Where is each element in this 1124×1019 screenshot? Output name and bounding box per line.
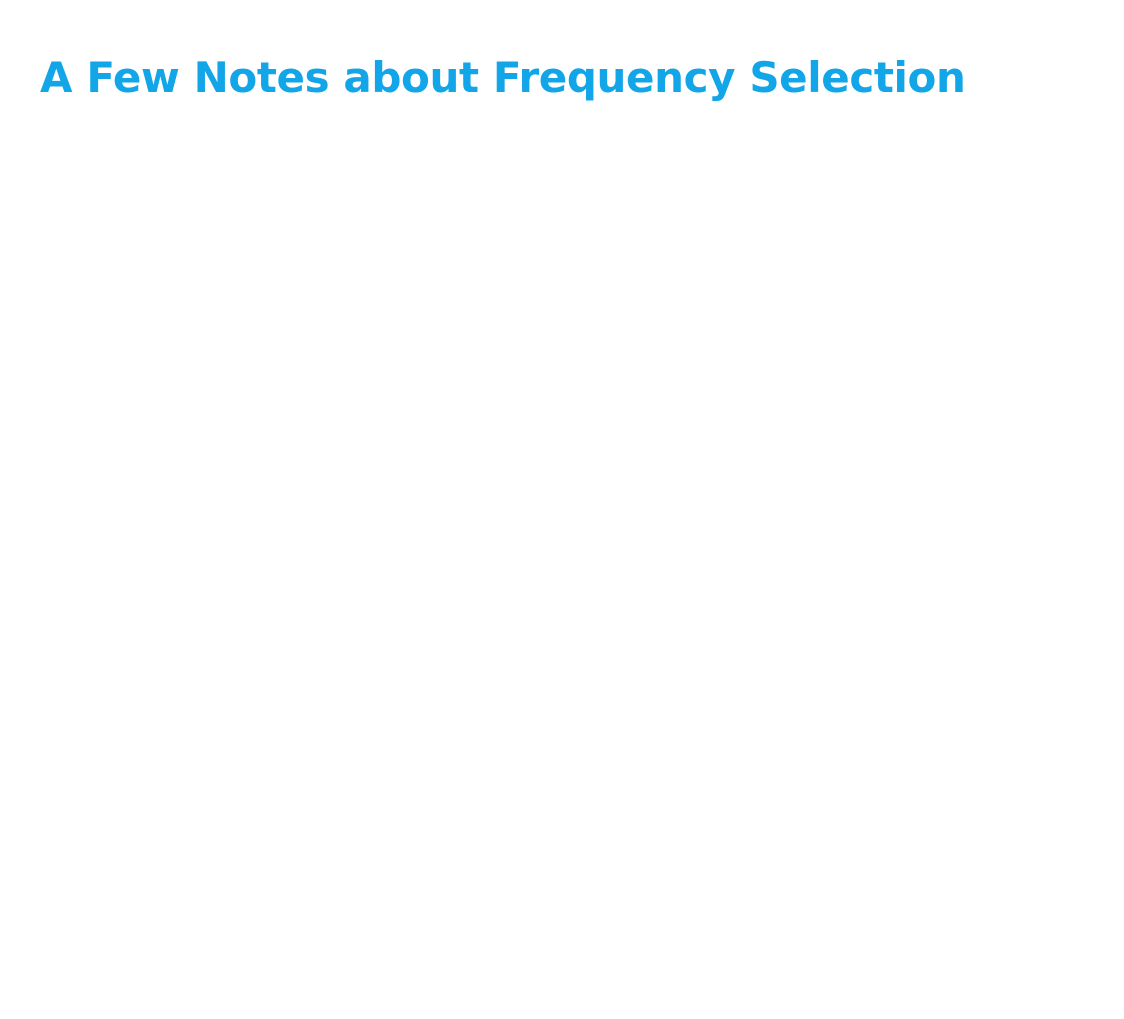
slide-body (40, 120, 1080, 980)
page-title: A Few Notes about Frequency Selection (40, 53, 966, 103)
